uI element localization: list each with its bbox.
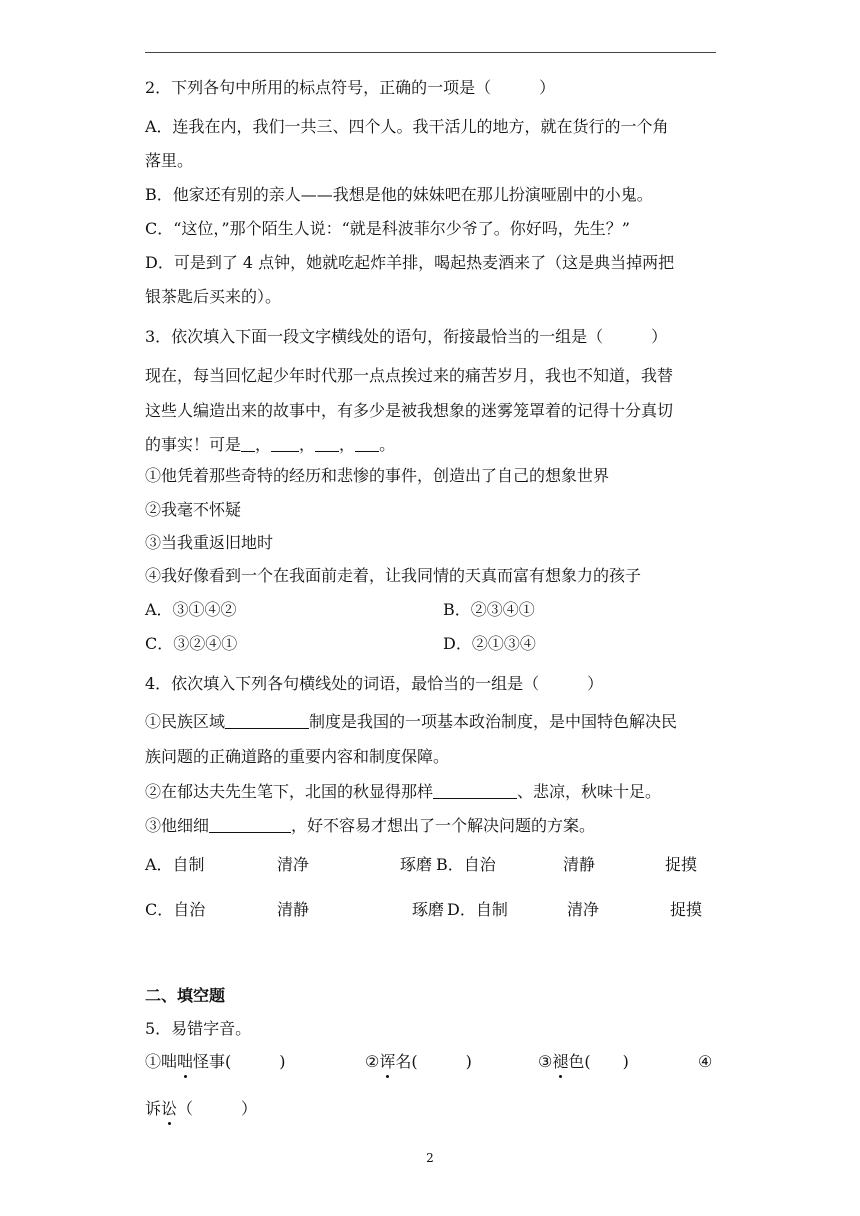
q5-item-3-rest: 色( ) bbox=[568, 1052, 629, 1071]
q4-blank-2[interactable] bbox=[433, 782, 517, 799]
q2-option-a-line2: 落里。 bbox=[145, 151, 194, 170]
q4-option-c-word3: 琢磨 bbox=[412, 900, 445, 919]
q4-option-d-label: D．自制 bbox=[447, 900, 508, 919]
q5-item-4-char: 诉 bbox=[145, 1099, 162, 1118]
q4-option-a-word2: 清净 bbox=[277, 855, 310, 874]
q4-option-b-word3: 捉摸 bbox=[665, 855, 698, 874]
q5-item-2-rest: 名( ) bbox=[395, 1052, 472, 1071]
q5-item-1-dotted-char: 咄 bbox=[177, 1052, 194, 1071]
page-number: 2 bbox=[426, 1151, 434, 1165]
q4-blank-3[interactable] bbox=[209, 816, 291, 833]
q4-sentence-1-line1 bbox=[145, 712, 677, 732]
q4-option-b-label: B．自治 bbox=[436, 855, 496, 874]
q3-separator-3: ， bbox=[339, 435, 356, 454]
q3-option-c: C．③②④① bbox=[145, 634, 238, 653]
q2-option-a-line1: A．连我在内，我们一共三、四个人。我干活儿的地方，就在货行的一个角 bbox=[145, 117, 669, 136]
q3-separator-2: ， bbox=[299, 435, 316, 454]
q3-blank-4[interactable] bbox=[355, 435, 379, 452]
q3-sentence-2: ②我毫不怀疑 bbox=[145, 500, 242, 519]
q3-period: 。 bbox=[379, 435, 396, 454]
q5-stem: 5．易错字音。 bbox=[145, 1019, 252, 1038]
q2-option-c: C．“这位，”那个陌生人说：“就是科波菲尔少爷了。你好吗，先生？” bbox=[145, 219, 630, 238]
q4-option-b-word2: 清静 bbox=[563, 855, 596, 874]
q4-s3-prefix: ③他细细 bbox=[145, 816, 210, 835]
q4-option-d-word2: 清净 bbox=[567, 900, 600, 919]
q4-option-c-word2: 清静 bbox=[277, 900, 310, 919]
q4-s2-prefix: ②在郁达夫先生笔下，北国的秋显得那样 bbox=[145, 782, 434, 801]
q3-stem: 3．依次填入下面一段文字横线处的语句，衔接最恰当的一组是（ ） bbox=[145, 327, 668, 346]
q3-passage-line2: 这些人编造出来的故事中，有多少是被我想象的迷雾笼罩着的记得十分真切 bbox=[145, 401, 674, 420]
q4-s1-suffix: 制度是我国的一项基本政治制度，是中国特色解决民 bbox=[309, 712, 678, 731]
q5-item-1-num: ① bbox=[145, 1052, 162, 1071]
q2-option-d-line1: D．可是到了 4 点钟，她就吃起炸羊排，喝起热麦酒来了（这是典当掉两把 bbox=[145, 253, 675, 272]
q4-option-a-label: A．自制 bbox=[145, 855, 205, 874]
q3-passage-prefix: 的事实！可是 bbox=[145, 435, 242, 454]
q4-option-c-label: C．自治 bbox=[145, 900, 206, 919]
q4-sentence-1-line2: 族问题的正确道路的重要内容和制度保障。 bbox=[145, 747, 450, 766]
q5-item-3-dotted-char: 褪 bbox=[552, 1052, 569, 1071]
q3-sentence-1: ①他凭着那些奇特的经历和悲惨的事件，创造出了自己的想象世界 bbox=[145, 466, 610, 485]
q4-sentence-3 bbox=[145, 816, 595, 836]
q5-item-1 bbox=[145, 1052, 286, 1072]
q4-sentence-2 bbox=[145, 782, 661, 802]
q4-option-a-word3: 琢磨 bbox=[400, 855, 433, 874]
section-title: 二、填空题 bbox=[145, 986, 226, 1005]
q5-item-2-dotted-char: 诨 bbox=[379, 1052, 396, 1071]
q5-item-1-char: 咄 bbox=[161, 1052, 178, 1071]
q5-item-4-dotted-char: 讼 bbox=[161, 1099, 178, 1118]
q3-passage-line1: 现在，每当回忆起少年时代那一点点挨过来的痛苦岁月，我也不知道，我替 bbox=[145, 366, 674, 385]
q4-s2-suffix: 、悲凉，秋味十足。 bbox=[517, 782, 662, 801]
q2-option-b: B．他家还有别的亲人——我想是他的妹妹吧在那儿扮演哑剧中的小鬼。 bbox=[145, 185, 653, 204]
q4-s3-suffix: ，好不容易才想出了一个解决问题的方案。 bbox=[291, 816, 596, 835]
q4-s1-prefix: ①民族区域 bbox=[145, 712, 226, 731]
q4-stem: 4．依次填入下列各句横线处的词语，最恰当的一组是（ ） bbox=[145, 674, 604, 693]
q5-item-4-num: ④ bbox=[698, 1052, 713, 1071]
header-rule bbox=[145, 52, 716, 53]
q5-item-1-rest: 怪事( ) bbox=[193, 1052, 286, 1071]
q5-item-3-num: ③ bbox=[538, 1052, 553, 1071]
q2-option-d-line2: 银茶匙后买来的）。 bbox=[145, 287, 282, 306]
q5-item-2-num: ② bbox=[365, 1052, 380, 1071]
q4-blank-1[interactable] bbox=[225, 712, 309, 729]
q5-item-4-rest: （ ） bbox=[177, 1099, 258, 1118]
q3-option-d: D．②①③④ bbox=[443, 634, 536, 653]
q3-option-b: B．②③④① bbox=[443, 600, 535, 619]
q2-stem: 2．下列各句中所用的标点符号，正确的一项是（ ） bbox=[145, 78, 556, 97]
q3-sentence-3: ③当我重返旧地时 bbox=[145, 533, 274, 552]
q3-blank-3[interactable] bbox=[315, 435, 339, 452]
q5-item-4 bbox=[145, 1099, 257, 1119]
q3-option-a: A．③①④② bbox=[145, 600, 237, 619]
q5-item-2 bbox=[365, 1052, 472, 1072]
q3-separator-1: ， bbox=[255, 435, 272, 454]
q5-item-3 bbox=[538, 1052, 629, 1072]
q3-blank-2[interactable] bbox=[271, 435, 299, 452]
q4-option-d-word3: 捉摸 bbox=[670, 900, 703, 919]
q3-blank-1[interactable] bbox=[241, 435, 255, 452]
q3-passage-line3 bbox=[145, 435, 395, 455]
q3-sentence-4: ④我好像看到一个在我面前走着，让我同情的天真而富有想象力的孩子 bbox=[145, 566, 642, 585]
